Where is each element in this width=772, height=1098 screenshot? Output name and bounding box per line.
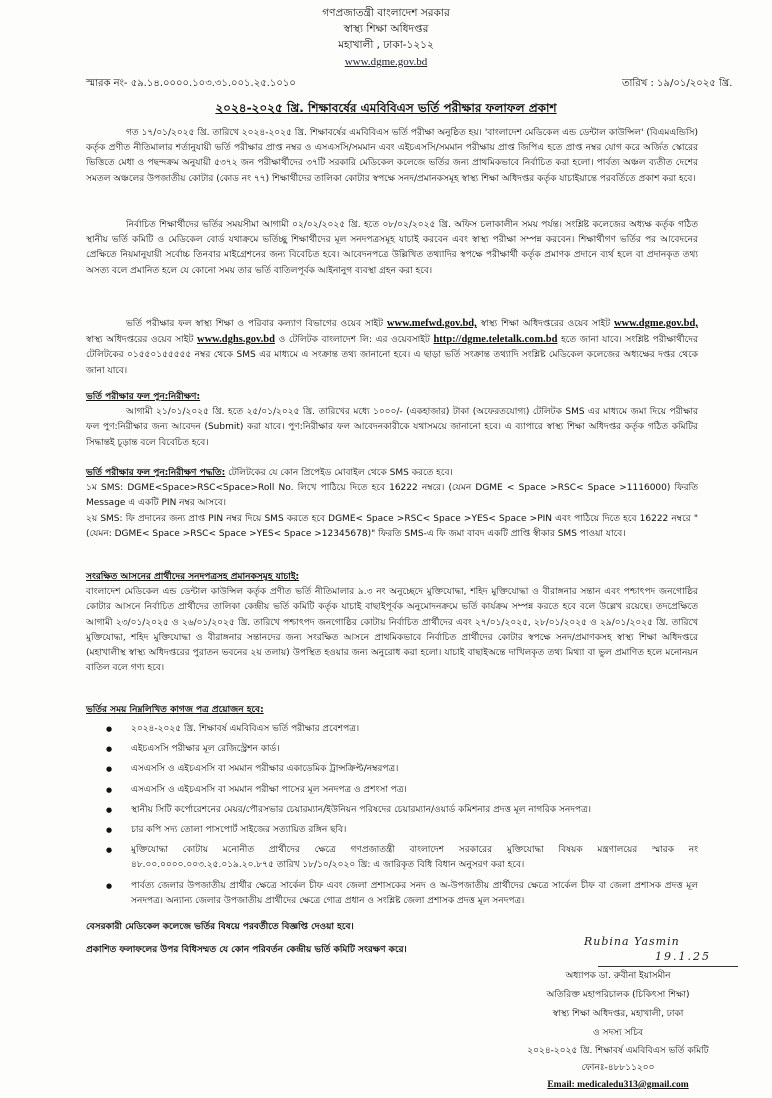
link-mefwd[interactable]: www.mefwd.gov.bd,: [386, 318, 477, 329]
link-dghs[interactable]: www.dghs.gov.bd: [197, 334, 275, 346]
signatory-role: ও সদস্য সচিব: [593, 1028, 643, 1038]
handwritten-date: 19.1.25: [655, 950, 711, 963]
reserved-text: বাংলাদেশ মেডিকেল এন্ড ডেন্টাল কাউন্সিল কর্তৃক প্রণীত ভর্তি নীতিমালার ৯.৩ নং অনুচ্ছেদে মুক্তিযোদ্ধা, শহিদ মুক্তিযোদ্ধা ও বীরাঙ্গনার সন্তান এবং পশ্চাৎপদ জনগোষ্ঠির কোটার আসনে নির্বাচিত প্রার্থীদের তালিকা কেন্দ্রীয় ভর্তি কমিটি কর্তৃক যাচাই বাছাইপূর্বক অনুমোদনক্রমে ভর্তি কার্যক্রম সম্পন্ন করতে হবে বলে উল্লেখ রয়েছে। তদপ্রেক্ষিতে আগামী ২৩/০১/২০২৫ ও ২৬/০১/২০২৫ খ্রি. তারিখে পশ্চাৎপদ জনগোষ্ঠির কোটায় নির্বাচিত প্রার্থীদের এবং ২৭/০১/২০২৫, ২৮/০১/২০২৫ ও ২৯/০১/২০২৫ খ্রি. তারিখে মুক্তিযোদ্ধা, শহিদ মুক্তিযোদ্ধা ও বীরাঙ্গনার সন্তানদের জন্য সংরক্ষিত আসনে প্রাথমিকভাবে নির্বাচিত প্রার্থীদের কোটার স্বপক্ষে সনদ/প্রমাণকসহ স্বাস্থ্য শিক্ষা অধিদপ্তরে (মহাখালীস্থ স্বাস্থ্য অধিদপ্তরের পুরাতন ভবনের ২য় তলায়) উপস্থিত হওয়ার জন্য অনুরোধ করা হলো। যাচাই বাছাইঅন্তে দাখিলকৃত তথ্য মিথ্যা বা ভুল প্রমাণিত হলে মনোনয়ন বাতিল বলে গণ্য হবে।: [86, 587, 698, 674]
handwritten-signature: Rubina Yasmin: [584, 935, 680, 948]
paragraph-result-websites: [86, 316, 698, 379]
signatory-phone: ফোনঃ-৪৮৮১১২০০: [581, 1063, 655, 1073]
list-item: ● চার কপি সদ্য তোলা পাসপোর্ট সাইজের সত্যায়িত রঙ্গিন ছবি।: [131, 823, 698, 838]
memo-number: স্মারক নং- ৫৯.১৪.০০০০.১০৩.৩১.০০১.২৫.১০১০: [86, 78, 296, 89]
page-title: ২০২৪-২০২৫ খ্রি. শিক্ষাবর্ষের এমবিবিএস ভর্তি পরীক্ষার ফলাফল প্রকাশ: [215, 101, 557, 115]
signatory-office: স্বাস্থ্য শিক্ষা অধিদপ্তর, মহাখালী, ঢাকা: [552, 1009, 684, 1019]
paragraph-admission-period: নির্বাচিত শিক্ষার্থীদের ভর্তির সময়সীমা আগামী ০২/০২/২০২৫ খ্রি. হতে ০৮/০২/২০২৫ খ্রি. অফিস চলাকালীন সময় পর্যন্ত। সংশ্লিষ্ট কলেজের অধ্যক্ষ কর্তৃক গঠিত স্থানীয় ভর্তি কমিটি ও মেডিকেল বোর্ড যথাক্রমে ভর্তিচ্ছু শিক্ষার্থীদের মূল সনদপত্রসমূহ যাচাই করবেন এবং স্বাস্থ্য পরীক্ষা সম্পন্ন করবেন। শিক্ষার্থীগণ ভর্তির পর আবেদনের প্রেক্ষিতে নিয়মানুযায়ী সর্বোচ্চ তিনবার মাইগ্রেশনের জন্য বিবেচিত হবে। আবেদনপত্রে উল্লিখিত তথ্যাদির স্বপক্ষে পরীক্ষার্থী কর্তৃক প্রমাণক প্রদানে ব্যর্থ হলে বা প্রদানকৃত তথ্য অসত্য বলে প্রমানিত হলে যে কোনো সময় তার ভর্তি বাতিলপূর্বক আইনানুগ ব্যবস্থা গ্রহন করা হবে।: [86, 220, 698, 276]
websites-text-2: স্বাস্থ্য শিক্ষা অধিদপ্তরের ওয়েব সাইট: [480, 319, 611, 329]
websites-text-3: স্বাস্থ্য অধিদপ্তরের ওয়েব সাইট: [86, 335, 194, 346]
signatory-designation: অতিরিক্ত মহাপরিচালক (চিকিৎসা শিক্ষা): [546, 990, 690, 1000]
method-line: [86, 466, 698, 481]
method-heading: ভর্তি পরীক্ষার ফল পুন:নিরীক্ষণ পদ্ধতি:: [86, 468, 226, 478]
list-item: ● পার্বত্য জেলার উপজাতীয় প্রার্থীর ক্ষেত্রে সার্কেল চীফ এবং জেলা প্রশাসকের সনদ ও অ-উপজাতীয় প্রার্থীদের ক্ষেত্রে সার্কেল চীফ বা জেলা প্রশাসক প্রদত্ত মূল সনদপত্র। অন্যান্য জেলার উপজাতীয় প্রার্থীদের ক্ষেত্রে গোত্র প্রধান ও সংশ্লিষ্ট জেলা প্রশাসক প্রদত্ত মূল সনদপত্র।: [131, 879, 698, 909]
documents-heading: ভর্তির সময় নিম্নলিখিত কাগজ পত্র প্রয়োজন হবে:: [86, 705, 264, 715]
header-address: মহাখালী , ঢাকা-১২১২: [338, 39, 434, 51]
signatory-email-link[interactable]: Email: medicaledu313@gmail.com: [547, 1080, 689, 1090]
list-item: ● ২০২৪-২০২৫ খ্রি. শিক্ষাবর্ষ এমবিবিএস ভর্তি পরীক্ষার প্রবেশপত্র।: [131, 722, 698, 737]
list-item: ● এসএসসি ও এইচএসসি বা সমমান পরীক্ষার একাডেমিক ট্রান্সক্রিপ্ট/নম্বরপত্র।: [131, 762, 698, 777]
link-teletalk[interactable]: http://dgme.teletalk.com.bd: [433, 334, 558, 346]
method-sms-2: ২য় SMS: ফি প্রদানের জন্য প্রাপ্ত PIN নম্বর দিয়ে SMS করতে হবে DGME< Space >RSC< Space >YES< Space >PIN এবং পাঠিয়ে দিতে হবে 16222 নম্বরে "(যেমন: DGME< Space >RSC< Space >YES< Space >12345678)" ফিরতি SMS-এ ফি জমা বাবদ একটি প্রাপ্তি স্বীকার SMS পাওয়া যাবে।: [86, 513, 698, 539]
signatory-name: অধ্যাপক ডা. রুবীনা ইয়াসমীন: [565, 971, 671, 981]
review-heading: ভর্তি পরীক্ষার ফল পুন:নিরীক্ষণ:: [86, 392, 201, 402]
header-website-link[interactable]: www.dgme.gov.bd: [344, 56, 428, 68]
header-government: গণপ্রজাতন্ত্রী বাংলাদেশ সরকার: [322, 7, 450, 19]
signatory-committee: ২০২৪-২০২৫ খ্রি. শিক্ষাবর্ষ এমবিবিএস ভর্তি কমিটি: [527, 1046, 709, 1056]
paragraph-result-summary: গত ১৭/০১/২০২৫ খ্রি. তারিখে ২০২৪-২০২৫ খ্রি. শিক্ষাবর্ষের এমবিবিএস ভর্তি পরীক্ষা অনুষ্ঠিত হয়। 'বাংলাদেশ মেডিকেল এন্ড ডেন্টাল কাউন্সিল' (বিএমএন্ডিসি) কর্তৃক প্রণীত নীতিমালার শর্তানুযায়ী ভর্তি পরীক্ষার প্রাপ্ত নম্বর ও এসএসসি/সমমান এবং এইচএসসি/সমমান পরীক্ষায় প্রাপ্ত জিপিএ হতে প্রাপ্ত নম্বর যোগ করে অর্জিত স্কোরের ভিত্তিতে মেধা ও পছন্দক্রম অনুযায়ী ৫৩৭২ জন পরীক্ষার্থীদের ৩৭টি সরকারি মেডিকেল কলেজে ভর্তির জন্য প্রাথমিকভাবে নির্বাচিত করা হলো। পার্বত্য অঞ্চল ব্যতীত দেশের সমতল অঞ্চলের উপজাতীয় কোটার (কোড নং ৭৭) শিক্ষার্থীদের তালিকা কোটার স্বপক্ষে সনদ/প্রমানকসমূহ স্বাস্থ্য শিক্ষা অধিদপ্তর কর্তৃক যাচাইয়ান্তে পরবর্তিতে প্রকাশ করা হবে।: [86, 128, 698, 184]
signature-line: [598, 966, 738, 967]
list-item: ● মুক্তিযোদ্ধা কোটায় মনোনীত প্রার্থীদের ক্ষেত্রে গণপ্রজাতন্ত্রী বাংলাদেশ সরকারের মুক্তিযোদ্ধা বিষয়ক মন্ত্রণালয়ের স্মারক নং ৪৮.০০.০০০০.০০৩.২৫.০১৯.২০.৮৭৫ তারিখ ১৮/১০/২০২০ খ্রি: এ জারিকৃত বিধি বিধান অনুসরণ করা হবে।: [131, 843, 698, 873]
websites-text-4: ও টেলিটক বাংলাদেশ লি: এর ওয়েবসাইট: [278, 335, 430, 346]
method-intro: টেলিটকের যে কোন প্রিপেইড মোবাইল থেকে SMS করতে হবে।: [228, 468, 453, 478]
method-sms-1: ১ম SMS: DGME<Space>RSC<Space>Roll No. লিখে পাঠিয়ে দিতে হবে 16222 নম্বরে। (যেমন DGME < Space >RSC< Space >1116000) ফিরতি Message এ একটি PIN নম্বর আসবে।: [86, 483, 698, 509]
note-private-college: বেসরকারী মেডিকেল কলেজে ভর্তির বিষয়ে পরবর্তীতে বিজ্ঞপ্তি দেওয়া হবে।: [86, 922, 354, 932]
notice-date: তারিখ : ১৯/০১/২০২৫ খ্রি.: [622, 78, 733, 89]
websites-text-5: হতে জানা যাবে। সংশ্লিষ্ট পরীক্ষার্থীদের টেলিটকের ০১৫৫০১৫৫৫৫৫ নম্বর থেকে SMS এর মাধ্যমে এ সংক্রান্ত তথ্য জানানো হবে। এ ছাড়া ভর্তি সংক্রান্ত তথ্যাদি সংশ্লিষ্ট মেডিকেল কলেজের অধ্যক্ষের দপ্তর থেকে জানা যাবে।: [86, 335, 698, 376]
list-item: ● এইচএসসি পরীক্ষার মূল রেজিস্ট্রেশন কার্ড।: [131, 742, 698, 757]
method-section: [86, 466, 698, 542]
review-section: [86, 390, 698, 451]
note-rights-reserved: প্রকাশিত ফলাফলের উপর বিধিসম্মত যে কোন পরিবর্তন কেন্দ্রীয় ভর্তি কমিটি সংরক্ষণ করে।: [86, 945, 407, 955]
review-text: আগামী ২১/০১/২০২৫ খ্রি. হতে ২৫/০১/২০২৫ খ্রি. তারিখের মধ্যে ১০০০/- (একহাজার) টাকা (অফেরতযোগ্য) টেলিটক SMS এর মাধ্যমে জমা দিয়ে পরীক্ষার ফল পুণ:নিরীক্ষার জন্য আবেদন (Submit) করা যাবে। পুণ:নিরীক্ষার ফল আবেদনকারীকে যথাসময়ে জানানো হবে। এ ব্যাপারে স্বাস্থ্য শিক্ষা অধিদপ্তর কর্তৃক গঠিত কমিটির সিদ্ধান্তই চূড়ান্ত বলে বিবেচিত হবে।: [86, 407, 698, 448]
reserved-seat-section: [86, 570, 698, 676]
link-dgme[interactable]: www.dgme.gov.bd,: [613, 318, 698, 329]
list-item: ● এসএসসি ও এইচএসসি বা সমমান পরীক্ষা পাসের মূল সনদপত্র ও প্রশংসা পত্র।: [131, 783, 698, 798]
documents-list: [86, 722, 698, 914]
reserved-heading: সংরক্ষিত আসনের প্রার্থীদের সনদপত্রসহ প্রমানকসমূহ যাচাই:: [86, 572, 300, 582]
websites-text-1: ভর্তি পরীক্ষার ফল স্বাস্থ্য শিক্ষা ও পরিবার কল্যাণ বিভাগের ওয়েব সাইট: [126, 319, 384, 329]
header-directorate: স্বাস্থ্য শিক্ষা অধিদপ্তর: [343, 23, 429, 35]
list-item: ● স্থানীয় সিটি কর্পোরেশনের মেয়র/পৌরসভার চেয়ারম্যান/ইউনিয়ন পরিষদের চেয়ারম্যান/ওয়ার্ড কমিশনার প্রদত্ত মূল নাগরিক সনদপত্র।: [131, 803, 698, 818]
